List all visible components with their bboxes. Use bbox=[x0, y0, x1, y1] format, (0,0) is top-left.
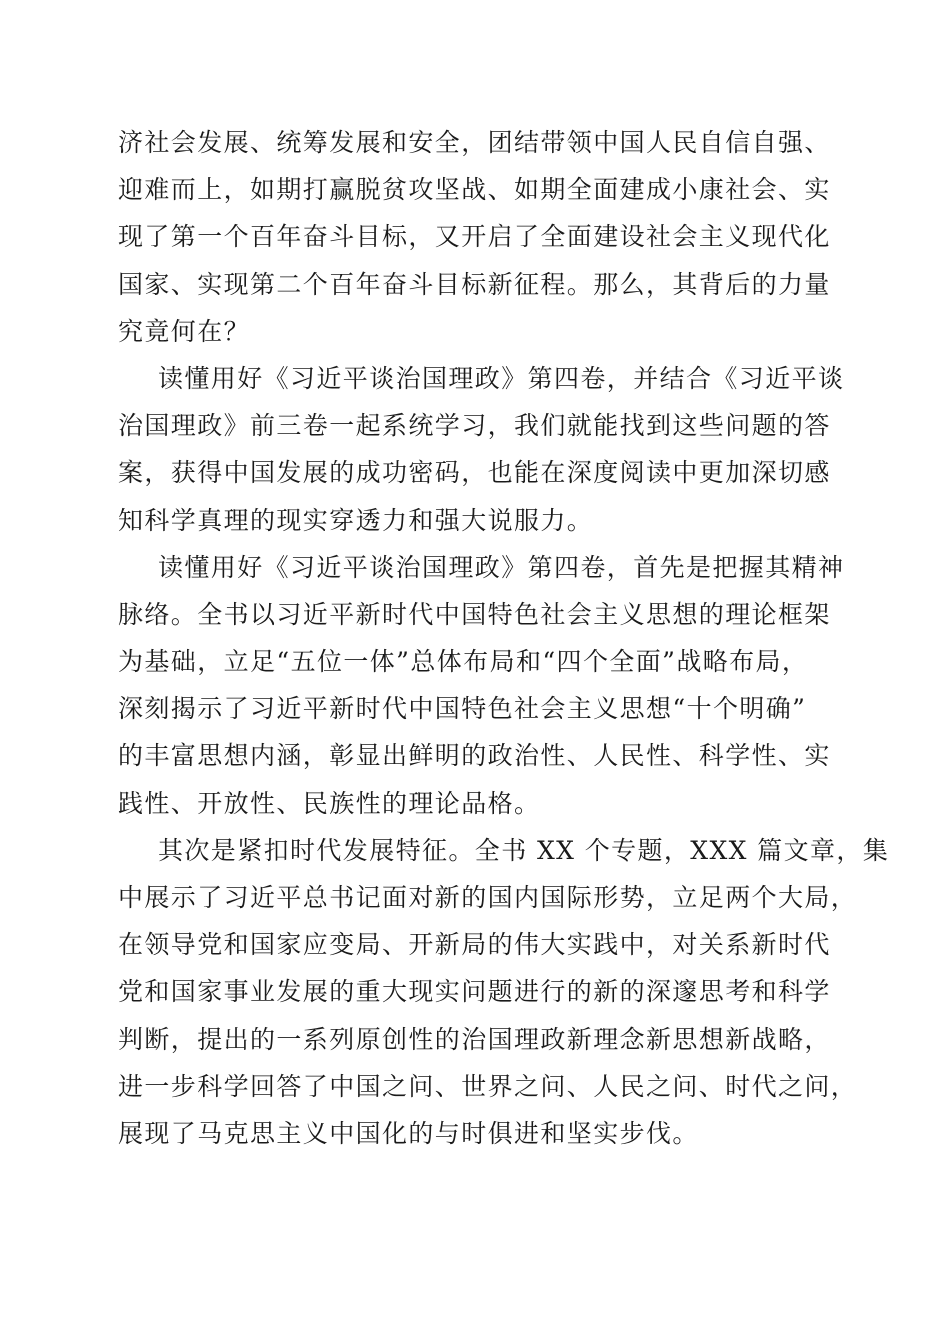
paragraph bbox=[118, 119, 836, 355]
paragraph-line: 进一步科学回答了中国之问、世界之问、人民之问、时代之问， bbox=[118, 1071, 858, 1101]
paragraph bbox=[118, 355, 845, 544]
paragraph-line: 读懂用好《习近平谈治国理政》第四卷，并结合《习近平谈 bbox=[158, 363, 845, 393]
paragraph-line: 其次是紧扣时代发展特征。全书 XX 个专题，XXX 篇文章，集 bbox=[158, 835, 890, 865]
paragraph-line: 展现了马克思主义中国化的与时俱进和坚实步伐。 bbox=[118, 1118, 699, 1148]
paragraph-line: 案，获得中国发展的成功密码，也能在深度阅读中更加深切感 bbox=[118, 458, 831, 488]
paragraph-line: 读懂用好《习近平谈治国理政》第四卷，首先是把握其精神 bbox=[158, 552, 845, 582]
paragraph-line: 在领导党和国家应变局、开新局的伟大实践中，对关系新时代 bbox=[118, 930, 831, 960]
paragraph-line: 治国理政》前三卷一起系统学习，我们就能找到这些问题的答 bbox=[118, 411, 831, 441]
paragraph-line: 党和国家事业发展的重大现实问题进行的新的深邃思考和科学 bbox=[118, 977, 831, 1007]
paragraph-line: 究竟何在？ bbox=[118, 316, 251, 346]
paragraph bbox=[118, 827, 890, 1157]
paragraph-line: 济社会发展、统筹发展和安全，团结带领中国人民自信自强、 bbox=[118, 128, 831, 157]
paragraph-line: 践性、开放性、民族性的理论品格。 bbox=[118, 788, 541, 818]
paragraph-line: 的丰富思想内涵，彰显出鲜明的政治性、人民性、科学性、实 bbox=[118, 741, 831, 771]
paragraph-line: 现了第一个百年奋斗目标，又开启了全面建设社会主义现代化 bbox=[118, 222, 831, 252]
paragraph-line: 国家、实现第二个百年奋斗目标新征程。那么，其背后的力量 bbox=[118, 269, 831, 299]
paragraph-line: 中展示了习近平总书记面对新的国内国际形势，立足两个大局， bbox=[118, 883, 858, 912]
paragraph-line: 知科学真理的现实穿透力和强大说服力。 bbox=[118, 505, 594, 535]
paragraph-line: 深刻揭示了习近平新时代中国特色社会主义思想“十个明确” bbox=[118, 694, 807, 724]
document-body bbox=[118, 119, 890, 1157]
paragraph-line: 迎难而上，如期打赢脱贫攻坚战、如期全面建成小康社会、实 bbox=[118, 175, 831, 205]
paragraph-line: 判断，提出的一系列原创性的治国理政新理念新思想新战略， bbox=[118, 1024, 831, 1054]
paragraph bbox=[118, 544, 845, 827]
paragraph-line: 脉络。全书以习近平新时代中国特色社会主义思想的理论框架 bbox=[118, 599, 831, 629]
paragraph-line: 为基础，立足“五位一体”总体布局和“四个全面”战略布局， bbox=[118, 647, 809, 677]
